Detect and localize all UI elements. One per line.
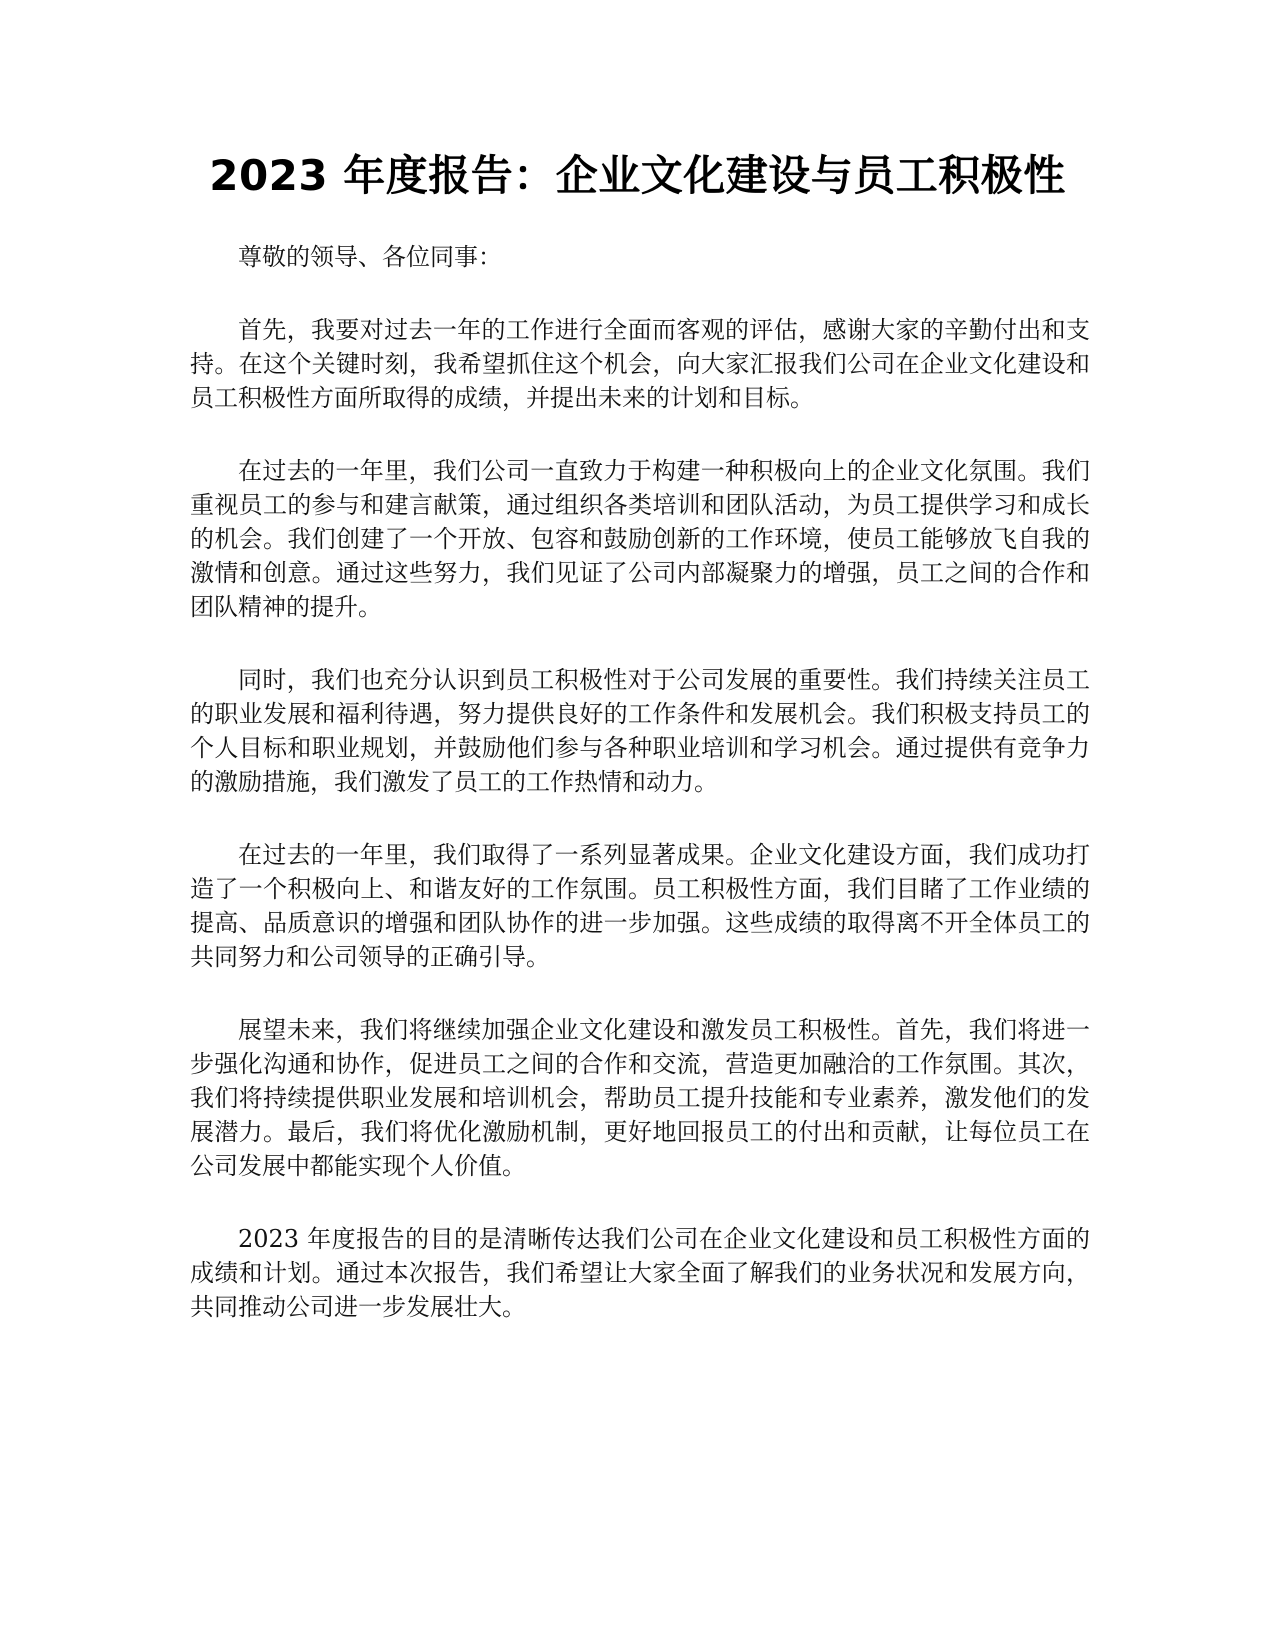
body-paragraph: 同时，我们也充分认识到员工积极性对于公司发展的重要性。我们持续关注员工的职业发展和福利待遇，努力提供良好的工作条件和发展机会。我们积极支持员工的个人目标和职业规划，并鼓励他们参与各种职业培训和学习机会。通过提供有竞争力的激励措施，我们激发了员工的工作热情和动力。 <box>190 666 1090 796</box>
body-paragraph: 展望未来，我们将继续加强企业文化建设和激发员工积极性。首先，我们将进一步强化沟通和协作，促进员工之间的合作和交流，营造更加融洽的工作氛围。其次，我们将持续提供职业发展和培训机会，帮助员工提升技能和专业素养，激发他们的发展潜力。最后，我们将优化激励机制，更好地回报员工的付出和贡献，让每位员工在公司发展中都能实现个人价值。 <box>190 1016 1090 1180</box>
document-body <box>190 240 1090 1363</box>
body-paragraph: 首先，我要对过去一年的工作进行全面而客观的评估，感谢大家的辛勤付出和支持。在这个关键时刻，我希望抓住这个机会，向大家汇报我们公司在企业文化建设和员工积极性方面所取得的成绩，并提出未来的计划和目标。 <box>190 316 1090 412</box>
body-paragraph: 2023 年度报告的目的是清晰传达我们公司在企业文化建设和员工积极性方面的成绩和计划。通过本次报告，我们希望让大家全面了解我们的业务状况和发展方向，共同推动公司进一步发展壮大。 <box>190 1225 1090 1321</box>
document-title: 2023 年度报告：企业文化建设与员工积极性 <box>209 151 1066 200</box>
body-paragraph: 在过去的一年里，我们公司一直致力于构建一种积极向上的企业文化氛围。我们重视员工的参与和建言献策，通过组织各类培训和团队活动，为员工提供学习和成长的机会。我们创建了一个开放、包容和鼓励创新的工作环境，使员工能够放飞自我的激情和创意。通过这些努力，我们见证了公司内部凝聚力的增强，员工之间的合作和团队精神的提升。 <box>190 457 1090 621</box>
body-paragraph: 在过去的一年里，我们取得了一系列显著成果。企业文化建设方面，我们成功打造了一个积极向上、和谐友好的工作氛围。员工积极性方面，我们目睹了工作业绩的提高、品质意识的增强和团队协作的进一步加强。这些成绩的取得离不开全体员工的共同努力和公司领导的正确引导。 <box>190 841 1090 971</box>
salutation-paragraph: 尊敬的领导、各位同事： <box>238 243 502 271</box>
